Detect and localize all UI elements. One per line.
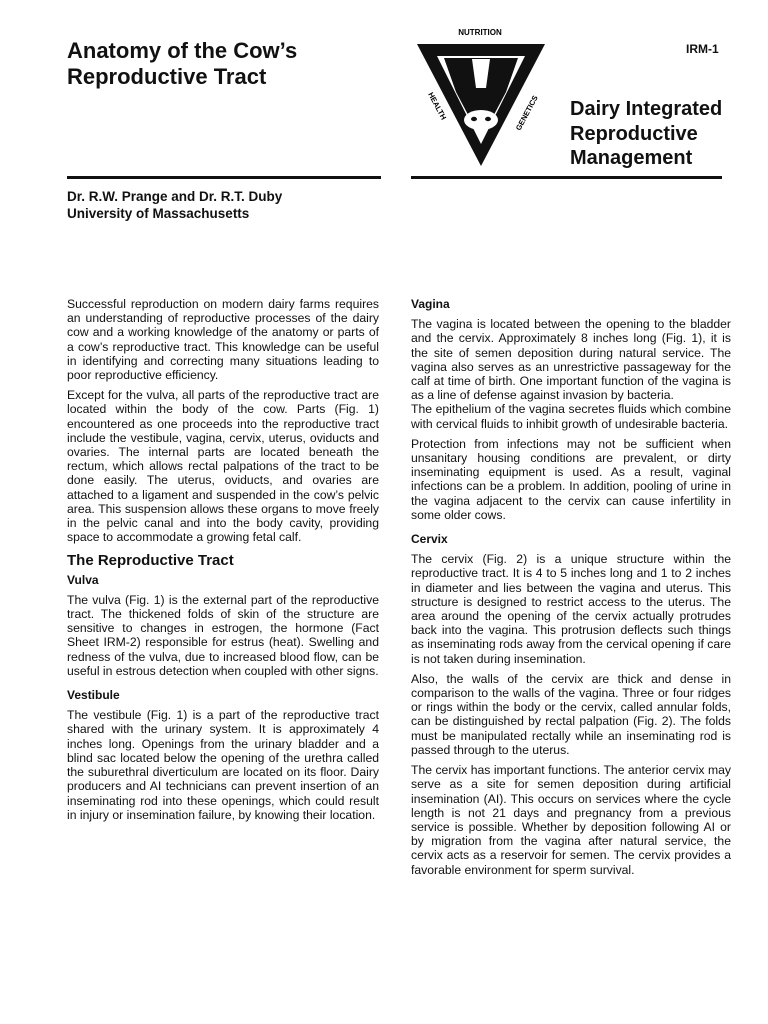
section-title-reproductive-tract: The Reproductive Tract [67, 552, 234, 570]
vestibule-paragraph: The vestibule (Fig. 1) is a part of the reproductive tract shared with the urinary system. It is approximately 4 inches long. Openings from the urinary bladder and a blind sac located below the opening of the urethra called the suburethral diverticulum are located on its floor. Dairy producers and AI technicians can prevent insertion of an inseminating rod into these openings, which could result in injury or insemination failure, by knowing their location. [67, 708, 379, 822]
vagina-paragraph-2: The epithelium of the vagina secretes fluids which combine with cervical fluids to inhibit growth of undesirable bacteria. [411, 402, 731, 431]
vagina-paragraph-1: The vagina is located between the opening to the bladder and the cervix. Approximately 8 inches long (Fig. 1), it is the site of semen deposition during natural service. The vagina also serves as an unrestrictive passageway for the calf at time of birth. One important function of the vagina is as a line of defense against invasion by bacteria. [411, 317, 731, 403]
right-header-rule [411, 176, 722, 179]
cervix-paragraph-1: The cervix (Fig. 2) is a unique structure within the reproductive tract. It is 4 to 5 inches long and 1 to 2 inches in diameter and lies between the vagina and uterus. This structure is designed to restrict access to the uterus. The area around the opening of the cervix actually protrudes back into the vagina. This protrusion deflects such things as inseminating rods away from the cervical opening if care is not taken during insemination. [411, 552, 731, 666]
author-names: Dr. R.W. Prange and Dr. R.T. Duby [67, 189, 283, 204]
document-code: IRM-1 [686, 42, 719, 56]
logo-right-label: GENETICS [513, 93, 540, 132]
series-line-3: Management [570, 147, 693, 169]
author-institution: University of Massachusetts [67, 206, 250, 221]
title-line-1: Anatomy of the Cow’s [67, 38, 298, 63]
heading-vulva: Vulva [67, 572, 99, 587]
series-line-1: Dairy Integrated [570, 98, 723, 120]
logo-left-label: HEALTH [426, 90, 449, 122]
heading-vagina: Vagina [411, 297, 450, 311]
title-line-2: Reproductive Tract [67, 64, 267, 89]
author-block [67, 188, 387, 222]
logo-cow-muzzle [464, 110, 498, 130]
series-line-2: Reproductive [570, 122, 698, 145]
vagina-paragraph-3: Protection from infections may not be sufficient when unsanitary housing conditions are prevalent, or dirty inseminating equipment is used. As a result, vaginal infections can be a problem. In addition, pooling of urine in the vagina adjacent to the cervix can cause infertility in some older cows. [411, 436, 731, 522]
heading-vestibule: Vestibule [67, 688, 120, 703]
left-header-rule [67, 176, 381, 179]
intro-paragraph-1: Successful reproduction on modern dairy farms requires an understanding of reproductive processes of the dairy cow and a working knowledge of the anatomy or parts of a cow’s reproductive tract. This knowledge can be useful in identifying and correcting many situations leading to poor reproductive efficiency. [67, 297, 379, 383]
cow-face-triangle-logo-icon [410, 26, 555, 171]
logo-nostril-right [485, 117, 491, 121]
right-column [411, 297, 731, 883]
cervix-paragraph-2: Also, the walls of the cervix are thick and dense in comparison to the walls of the vagina. Three or four ridges or rings within the body or the cervix, called annular folds, can be distinguished by rectal palpation (Fig. 2). The folds must be manipulated rectally while an inseminating rod is passed through to the uterus. [411, 671, 731, 757]
series-title [570, 97, 730, 171]
logo-nostril-left [471, 117, 477, 121]
document-title [67, 38, 387, 90]
cervix-paragraph-3: The cervix has important functions. The anterior cervix may serve as a site for semen deposition during artificial insemination (AI). This occurs on services where the cycle length is not 21 days and pregnancy from a previous service is possible. Whether by deposition following AI or by migration from the vagina after natural service, the cervix acts as a reservoir for semen. The cervix provides a favorable environment for sperm survival. [411, 763, 731, 877]
intro-paragraph-2: Except for the vulva, all parts of the reproductive tract are located within the body of the cow. Parts (Fig. 1) encountered as one proceeds into the reproductive tract include the vestibule, vagina, cervix, uterus, oviducts and ovaries. The internal parts are located beneath the rectum, which allows rectal palpations of the tract to be done easily. The uterus, oviducts, and ovaries are attached to a ligament and suspended in the cow’s pelvic area. This suspension allows these organs to move freely in the pelvic canal and into the body cavity, providing space to accommodate a growing fetal calf. [67, 388, 379, 545]
left-column [67, 297, 379, 828]
vulva-paragraph: The vulva (Fig. 1) is the external part of the reproductive tract. The thickened folds of skin of the structure are sensitive to changes in estrogen, the hormone (Fact Sheet IRM-2) responsible for estrus (heat). Swelling and redness of the vulva, due to increased blood flow, can be useful in estrous detection when coupled with other signs. [67, 592, 379, 678]
heading-cervix: Cervix [411, 532, 448, 547]
logo-top-label: NUTRITION [458, 28, 502, 37]
